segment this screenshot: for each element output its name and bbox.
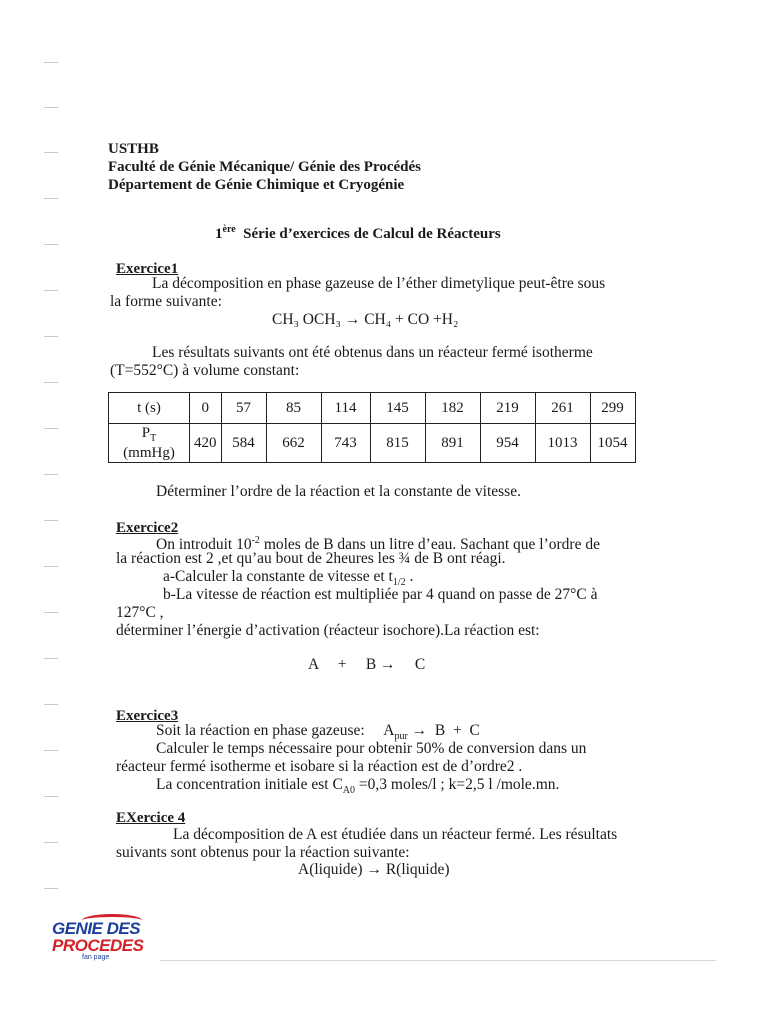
table-cell: 815 [370,424,425,463]
logo-line-2: PROCEDES [52,936,144,955]
exercise1-question: Déterminer l’ordre de la réaction et la constante de vitesse. [156,483,521,500]
logo-swoosh [82,914,142,927]
table-cell: 114 [321,393,370,424]
exercise3-text-4: La concentration initiale est $C_{A0} =0,3$ moles/l ; k=2,5 l /mole.mn. [156,776,560,797]
table-cell: 57 [221,393,266,424]
exercise1-title: Exercice1 [116,261,179,277]
table-cell: 743 [321,424,370,463]
exercise1-text-3: Les résultats suivants ont été obtenus dans un réacteur fermé isotherme [152,344,593,361]
logo-fan-page: fan page [82,954,110,961]
exercise2-question-a: a-Calculer la constante de vitesse et $t_{1/2}$ . [163,568,414,589]
pressure-data-table [108,392,636,463]
exercise3-text-1: Soit la réaction en phase gazeuse: $A_{pur} \to B + C$ [156,722,480,743]
table-cell: 261 [535,393,590,424]
faculty-name: Faculté de Génie Mécanique/ Génie des Procédés [108,159,422,175]
genie-des-procedes-logo [52,920,152,970]
table-cell: 145 [370,393,425,424]
logo-line-1: GENIE DES [52,919,141,938]
table-cell: 1013 [535,424,590,463]
exercise2-title: Exercice2 [116,520,179,536]
exercise2-text-3: 127°C , [116,604,164,621]
table-cell: 420 [190,424,222,463]
table-row-time [109,393,636,424]
exercise2-equation: A + B → C [308,656,426,673]
exercise1-text-2: la forme suivante: [110,293,222,310]
exercise2-text-1: On introduit $10^{-2}$ moles de B dans un litre d’eau. Sachant que l’ordre de [156,535,600,554]
table-header-pressure: $P_T$ (mmHg) [109,424,190,463]
exercise3-text-3: réacteur fermé isotherme et isobare si la réaction est de d’ordre2 . [116,758,523,775]
table-cell: 182 [425,393,480,424]
exercise1-text-1: La décomposition en phase gazeuse de l’éther dimetylique peut-être sous [152,275,606,292]
table-cell: 954 [480,424,535,463]
table-cell: 85 [266,393,321,424]
exercise2-text-2: la réaction est 2 ,et qu’au bout de 2heures les ¾ de B ont réagi. [116,550,506,567]
table-cell: 219 [480,393,535,424]
exercise2-text-4: déterminer l’énergie d’activation (réacteur isochore).La réaction est: [116,622,540,639]
table-header-time: t (s) [109,393,190,424]
table-cell: 0 [190,393,222,424]
footer-divider [160,960,716,961]
table-cell: 891 [425,424,480,463]
table-cell: 299 [590,393,635,424]
exercise4-text-1: La décomposition de A est étudiée dans un réacteur fermé. Les résultats [173,826,618,843]
table-cell: 1054 [590,424,635,463]
exercise4-title: EXercice 4 [116,810,186,826]
exercise2-question-b: b-La vitesse de réaction est multipliée par 4 quand on passe de 27°C à [163,586,598,603]
university-name: USTHB [108,141,159,157]
exercise4-equation: A(liquide) → R(liquide) [298,861,450,878]
exercise4-text-2: suivants sont obtenus pour la réaction suivante: [116,844,410,861]
exercise1-text-4: (T=552°C) à volume constant: [110,362,300,379]
exercise3-title: Exercice3 [116,708,179,724]
table-row-pressure [109,424,636,463]
table-cell: 584 [221,424,266,463]
exercise1-equation: CH₃ OCH₃ → CH₄ + CO +H₂ [272,311,459,328]
table-cell: 662 [266,424,321,463]
exercise3-text-2: Calculer le temps nécessaire pour obtenir 50% de conversion dans un [156,740,587,757]
series-title: 1ère Série d’exercices de Calcul de Réacteurs [215,224,501,242]
department-name: Département de Génie Chimique et Cryogénie [108,177,405,193]
